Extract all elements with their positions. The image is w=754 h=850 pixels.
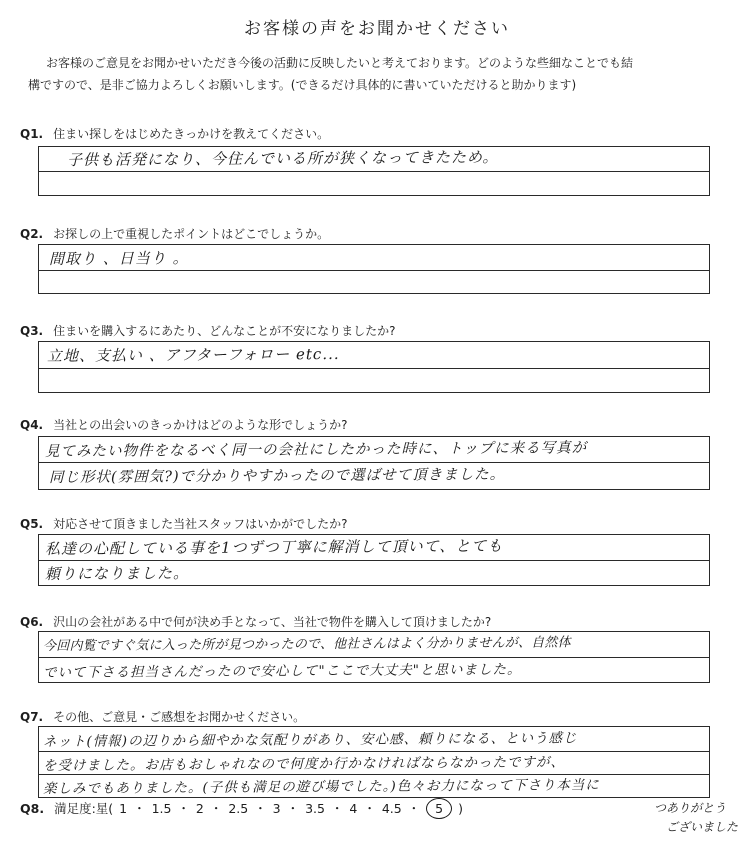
- question-number: Q4.: [20, 418, 44, 432]
- rating-option: 3: [272, 801, 281, 816]
- handwritten-answer-line: 間取り 、日当り 。: [48, 249, 189, 268]
- rating-option-selected: 5: [426, 798, 452, 819]
- question-2: [20, 225, 329, 242]
- answer-box-6: [38, 631, 710, 683]
- question-text: 当社との出会いのきっかけはどのような形でしょうか?: [53, 418, 348, 432]
- question-number: Q8.: [20, 801, 45, 816]
- handwritten-answer-line: 私達の心配している事を1つずつ丁寧に解消して頂いて、とても: [44, 536, 504, 558]
- handwritten-answer-line: 子供も活発になり、今住んでいる所が狭くなってきたため。: [66, 147, 499, 169]
- question-5: [20, 515, 347, 532]
- answer-box-3: [38, 341, 710, 393]
- intro-line-2: 構ですので、是非ご協力よろしくお願いします。(できるだけ具体的に書いていただけると助かります): [28, 78, 577, 92]
- question-number: Q7.: [20, 710, 44, 724]
- question-text: その他、ご意見・ご感想をお聞かせください。: [53, 710, 306, 724]
- question-number: Q2.: [20, 227, 44, 241]
- rating-option: 2: [195, 801, 204, 816]
- handwritten-answer-line: 見てみたい物件をなるべく同一の会社にしたかった時に、トップに来る写真が: [44, 440, 588, 460]
- handwritten-answer-line: 楽しみでもありました。(子供も満足の遊び場でした。)色々お力になって下さり本当に: [42, 777, 600, 797]
- question-text: 住まい探しをはじめたきっかけを教えてください。: [53, 127, 330, 141]
- rating-close-paren: ): [458, 801, 463, 816]
- question-number: Q6.: [20, 615, 44, 629]
- handwritten-answer-line: でいて下さる担当さんだったので安心して"ここで大丈夫"と思いました。: [42, 661, 522, 681]
- question-8-satisfaction: Q8. 満足度:星( 1 ・ 1.5 ・ 2 ・ 2.5 ・ 3 ・ 3.5 ・ 4 ・ 4.5 ・ 5 ): [20, 799, 463, 817]
- question-6: [20, 613, 491, 630]
- handwritten-note-line: ございました: [666, 820, 739, 834]
- answer-box-4: [38, 436, 710, 490]
- rating-option: 4.5: [381, 801, 402, 816]
- question-text: 住まいを購入するにあたり、どんなことが不安になりましたか?: [53, 324, 396, 338]
- question-3: [20, 322, 395, 339]
- question-1: [20, 125, 329, 142]
- answer-box-7: [38, 726, 710, 798]
- question-number: Q3.: [20, 324, 44, 338]
- answer-box-2: [38, 244, 710, 294]
- page-title: お客様の声をお聞かせください: [244, 19, 510, 39]
- question-7: [20, 708, 305, 725]
- handwritten-note-line: つありがとう: [654, 801, 727, 815]
- handwritten-answer-line: 立地、支払い 、アフターフォロー etc...: [46, 344, 340, 365]
- rating-option: 1.5: [151, 801, 172, 816]
- question-text: 対応させて頂きました当社スタッフはいかがでしたか?: [53, 517, 348, 531]
- question-number: Q5.: [20, 517, 44, 531]
- answer-box-1: [38, 146, 710, 196]
- handwritten-answer-line: ネット(情報)の辺りから細やかな気配りがあり、安心感、頼りになる、という感じ: [42, 730, 578, 750]
- rating-option: 4: [349, 801, 358, 816]
- question-4: [20, 416, 347, 433]
- handwritten-answer-line: を受けました。お店もおしゃれなので何度か行かなければならなかったですが、: [42, 754, 566, 774]
- rating-option: 2.5: [228, 801, 249, 816]
- handwritten-answer-line: 今回内覧ですぐ気に入った所が見つかったので、他社さんはよく分かりませんが、自然体: [42, 635, 571, 654]
- rating-option: 3.5: [305, 801, 325, 816]
- rating-option: 1: [119, 801, 128, 816]
- question-number: Q1.: [20, 127, 44, 141]
- satisfaction-label: 満足度:星(: [54, 801, 114, 816]
- intro-line-1: お客様のご意見をお聞かせいただき今後の活動に反映したいと考えております。どのような些細なことでも結: [46, 56, 634, 70]
- handwritten-answer-line: 頼りになりました。: [44, 563, 190, 583]
- question-text: 沢山の会社がある中で何が決め手となって、当社で物件を購入して頂けましたか?: [53, 615, 492, 629]
- question-text: お探しの上で重視したポイントはどこでしょうか。: [53, 227, 330, 241]
- answer-box-5: [38, 534, 710, 586]
- handwritten-answer-line: 同じ形状(雰囲気?)で分かりやすかったので選ばせて頂きました。: [48, 466, 506, 486]
